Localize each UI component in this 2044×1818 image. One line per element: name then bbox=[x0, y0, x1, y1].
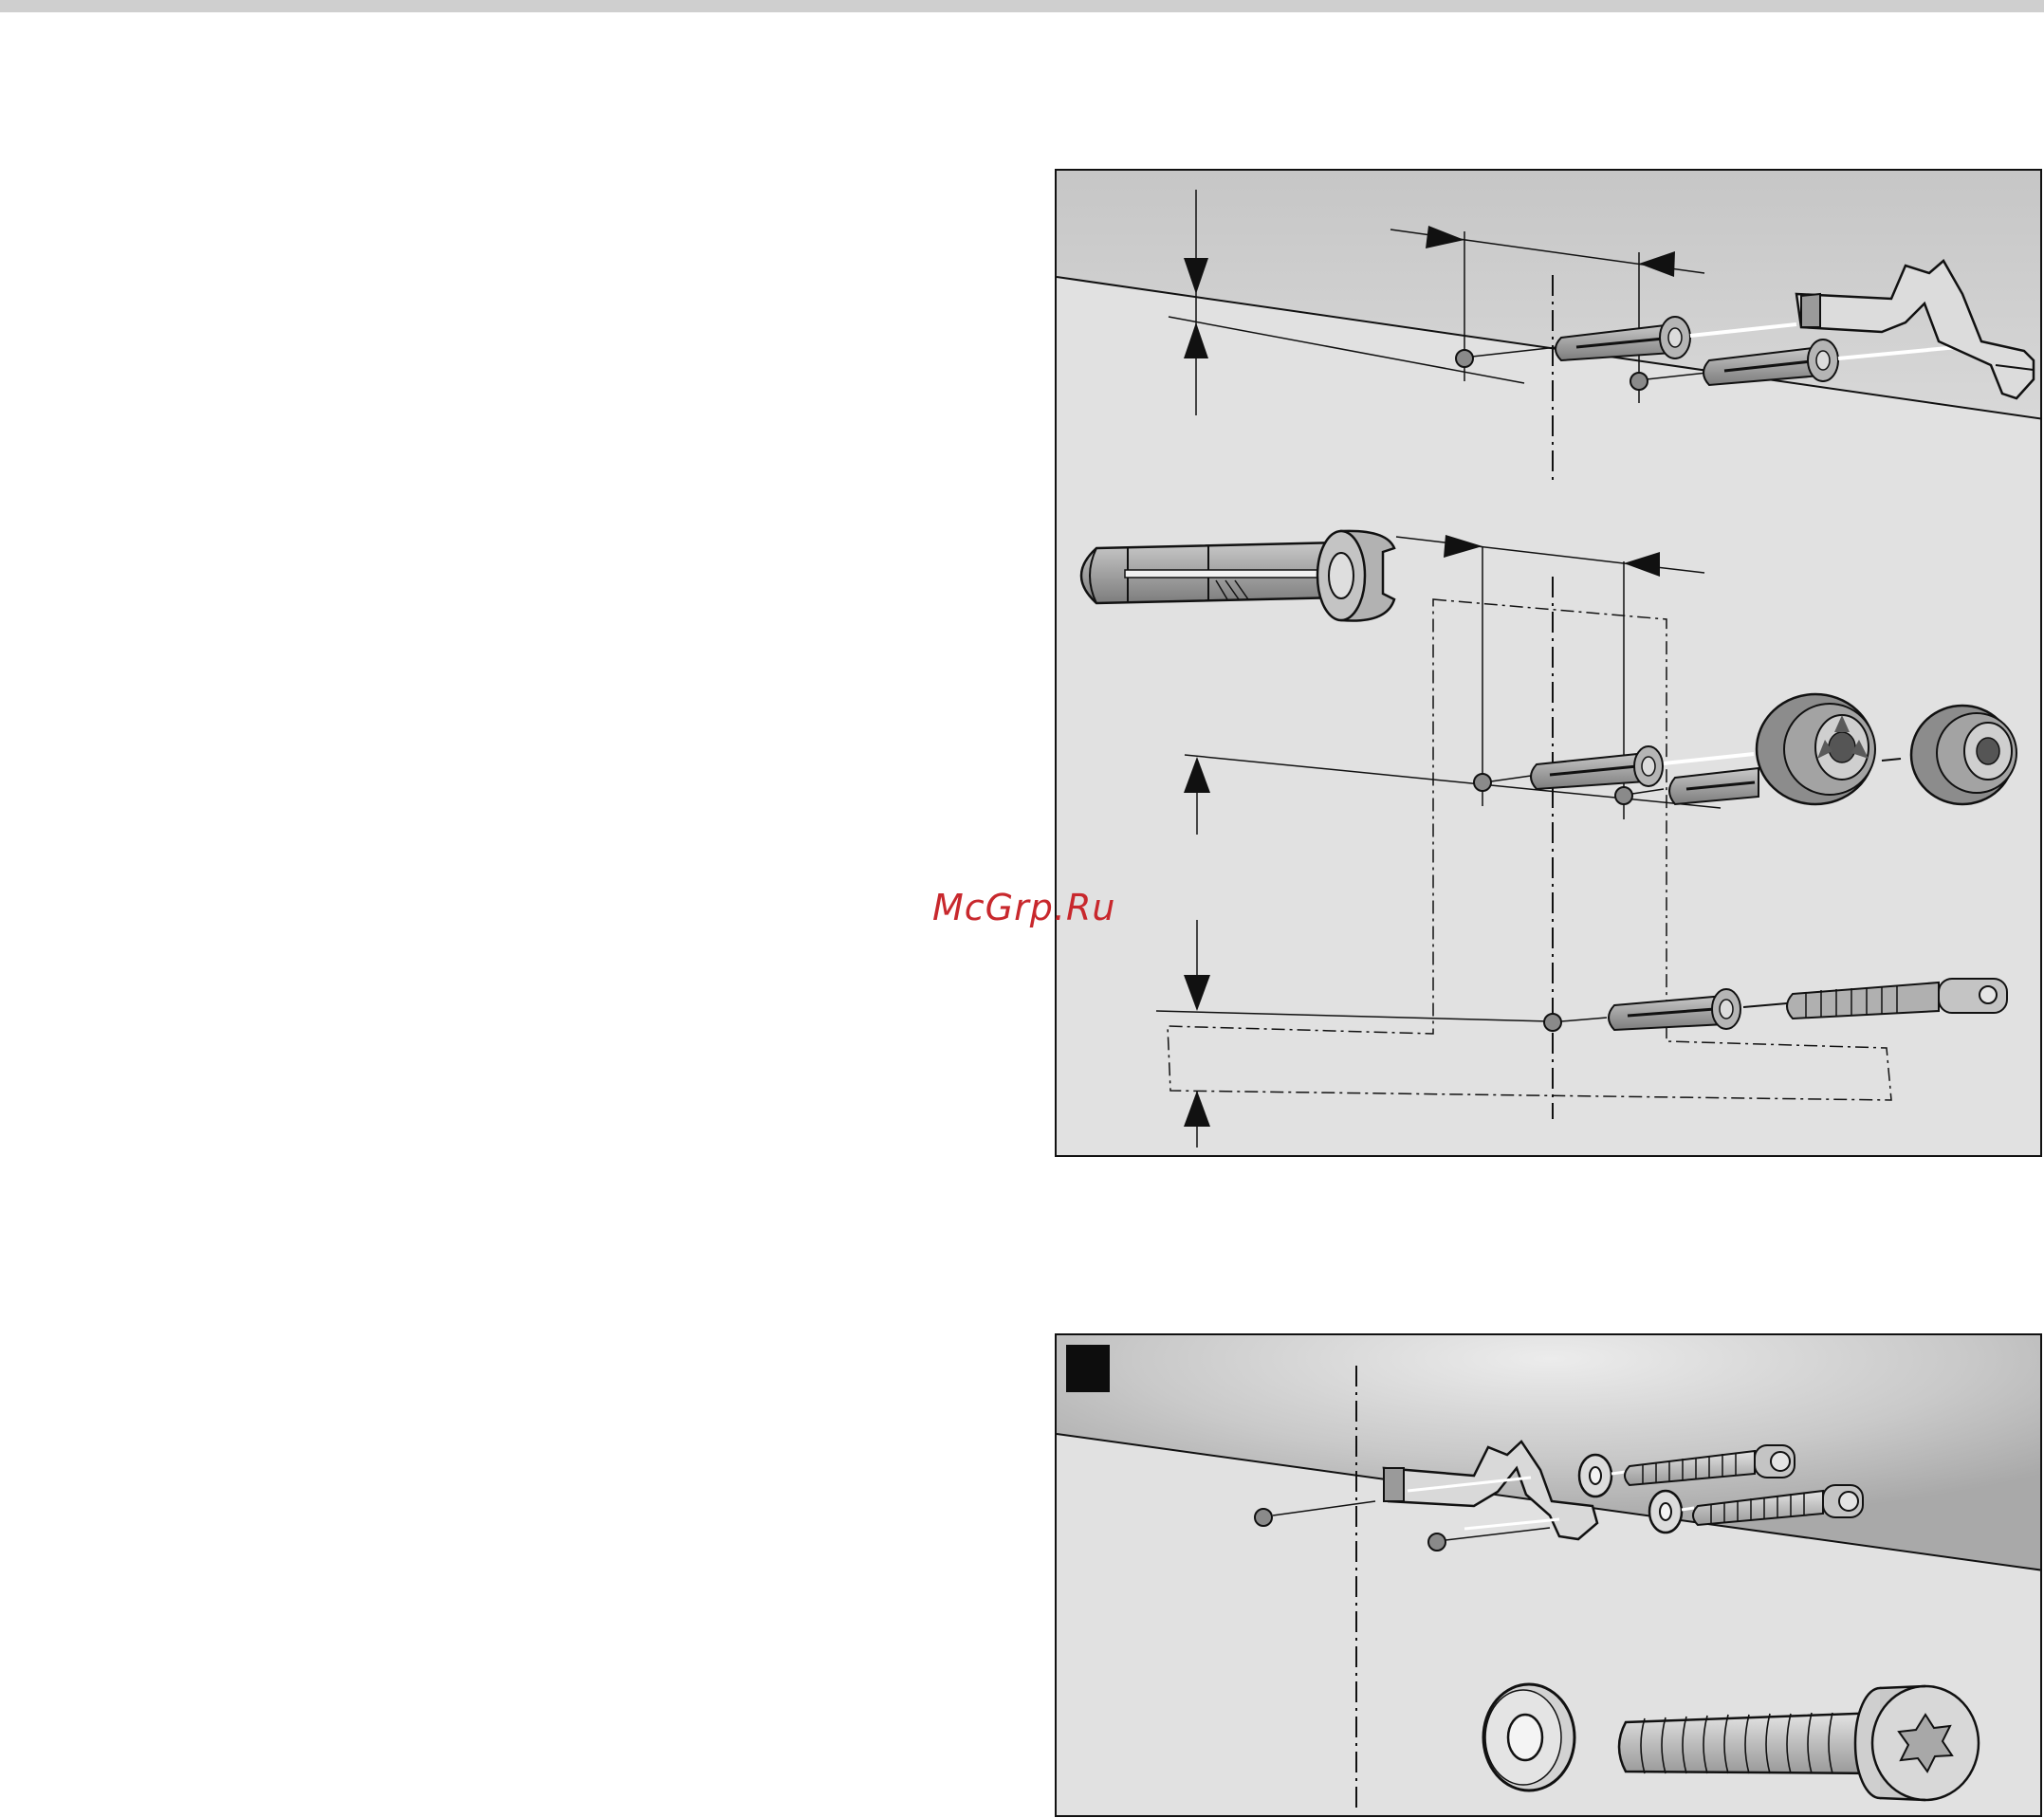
washer-detail bbox=[1483, 1684, 1574, 1790]
drill-hole bbox=[1428, 1533, 1446, 1551]
drill-hole bbox=[1615, 787, 1632, 804]
drill-hole bbox=[1474, 774, 1491, 791]
washer bbox=[1579, 1455, 1611, 1497]
wall-anchor-mounting-drawing bbox=[1057, 171, 2042, 1157]
drill-hole bbox=[1456, 350, 1473, 367]
bracket-screw-fixing-drawing bbox=[1057, 1335, 2042, 1817]
page-top-rule bbox=[0, 0, 2044, 12]
bracket-screw-fixing-figure bbox=[1055, 1333, 2042, 1817]
step-marker-square bbox=[1066, 1345, 1110, 1392]
adjustable-foot bbox=[1757, 694, 1875, 804]
wall-anchor-mounting-figure bbox=[1055, 169, 2042, 1157]
drill-hole bbox=[1630, 373, 1648, 390]
drill-hole bbox=[1255, 1509, 1272, 1526]
watermark-text: McGrp.Ru bbox=[932, 887, 1116, 928]
drill-hole bbox=[1544, 1014, 1561, 1031]
washer bbox=[1649, 1491, 1682, 1533]
